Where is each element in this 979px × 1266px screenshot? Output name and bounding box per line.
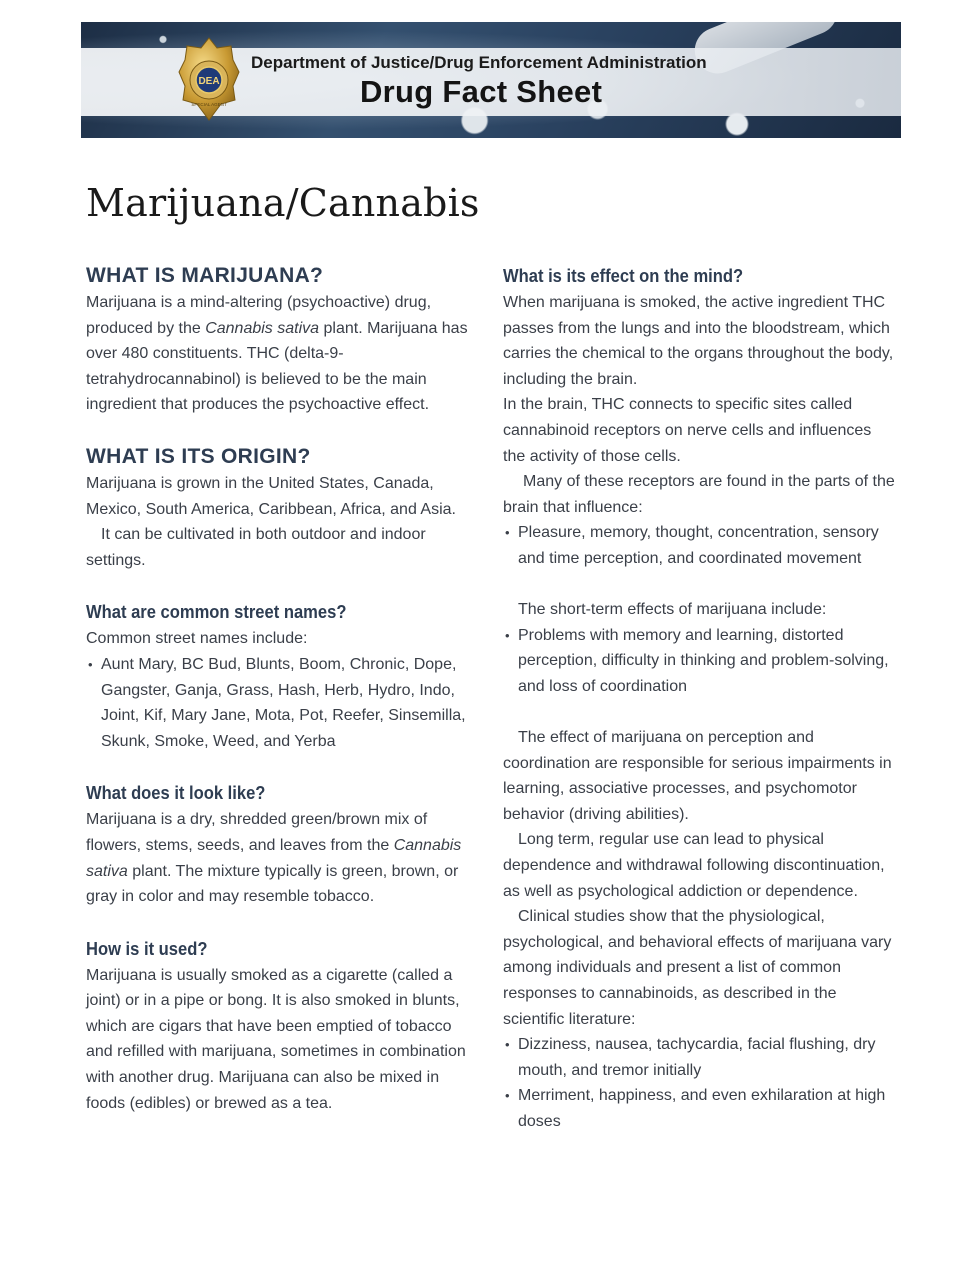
list-item: • Aunt Mary, BC Bud, Blunts, Boom, Chronic, Dope, Gangster, Ganja, Grass, Hash, Herb, Hydro, Indo, Joint, Kif, Mary Jane, Mota, Pot, Reefer, Sinsemilla, Skunk, Smoke, Weed, and Yerba: [86, 652, 476, 754]
look-text-a: Marijuana is a dry, shredded green/brown mix of flowers, stems, seeds, and leaves from the: [86, 811, 428, 854]
clinical-responses-list: [503, 1032, 895, 1134]
mind-paragraph-1: When marijuana is smoked, the active ingredient THC passes from the lungs and into the bloodstream, which carries the chemical to the organs throughout the body, including the brain.: [503, 294, 894, 388]
look-heading: What does it look like?: [86, 783, 266, 804]
list-item: • Merriment, happiness, and even exhilaration at high doses: [503, 1083, 895, 1134]
badge-small-text: SPECIAL AGENT: [191, 102, 227, 107]
agency-name: Department of Justice/Drug Enforcement Administration: [251, 53, 707, 72]
header-banner: [81, 22, 901, 138]
origin-paragraph-1: Marijuana is grown in the United States, Canada, Mexico, South America, Caribbean, Africa, and Asia.: [86, 474, 456, 518]
list-item: • Dizziness, nausea, tachycardia, facial flushing, dry mouth, and tremor initially: [503, 1032, 895, 1083]
look-text-b: plant. The mixture typically is green, brown, or gray in color and may resemble tobacco.: [86, 862, 459, 906]
brain-influence-list: [503, 520, 895, 571]
clinical-paragraph: Clinical studies show that the physiological, psychological, and behavioral effects of marijuana vary among individuals and present a list of common responses to cannabinoids, as described in the scientific literature:: [503, 908, 892, 1028]
street-names-list: [86, 652, 476, 754]
what-text-em: Cannabis sativa: [205, 319, 320, 337]
street-names-intro: Common street names include:: [86, 630, 308, 648]
what-text-b: plant. Marijuana has over 480 constituents. THC (delta-9-tetrahydrocannabinol) is believed to be the main ingredient that produces the psychoactive effect.: [86, 319, 468, 414]
what-text-a: Marijuana is a mind-altering (psychoactive) drug, produced by the: [86, 294, 432, 337]
perception-paragraph: The effect of marijuana on perception and coordination are responsible for serious impairments in learning, associative processes, and psychomotor behavior (driving abilities).: [503, 729, 892, 823]
usage-heading: How is it used?: [86, 938, 208, 959]
origin-heading: WHAT IS ITS ORIGIN?: [86, 444, 311, 468]
origin-paragraph-2: It can be cultivated in both outdoor and indoor settings.: [86, 526, 426, 569]
mind-effect-heading: What is its effect on the mind?: [503, 266, 744, 286]
street-names-heading: What are common street names?: [86, 602, 347, 623]
badge-text: DEA: [198, 76, 220, 87]
what-heading: WHAT IS MARIJUANA?: [86, 264, 324, 287]
look-paragraph: [86, 807, 476, 909]
dea-badge-icon: [177, 36, 241, 122]
short-term-list: [503, 623, 895, 700]
short-term-intro: The short-term effects of marijuana include:: [518, 601, 827, 619]
sheet-title: Drug Fact Sheet: [360, 74, 603, 109]
list-item: • Pleasure, memory, thought, concentration, sensory and time perception, and coordinated movement: [503, 520, 895, 571]
page-title: Marijuana/Cannabis: [86, 181, 480, 225]
mind-paragraph-3: Many of these receptors are found in the parts of the brain that influence:: [503, 473, 895, 516]
usage-paragraph: Marijuana is usually smoked as a cigarette (called a joint) or in a pipe or bong. It is also smoked in blunts, which are cigars that have been emptied of tobacco and refilled with marijuana, sometimes in combination with another drug. Marijuana can also be mixed in foods (edibles) or brewed as a tea.: [86, 966, 466, 1112]
look-text-em: Cannabis sativa: [86, 836, 462, 880]
what-paragraph: [86, 290, 476, 418]
mind-paragraph-2: In the brain, THC connects to specific sites called cannabinoid receptors on nerve cells and influences the activity of those cells.: [503, 396, 872, 465]
list-item: • Problems with memory and learning, distorted perception, difficulty in thinking and problem-solving, and loss of coordination: [503, 623, 895, 700]
right-column: [503, 262, 895, 1135]
left-column: [86, 262, 476, 1116]
long-term-paragraph: Long term, regular use can lead to physical dependence and withdrawal following discontinuation, as well as psychological addiction or dependence.: [503, 831, 885, 900]
